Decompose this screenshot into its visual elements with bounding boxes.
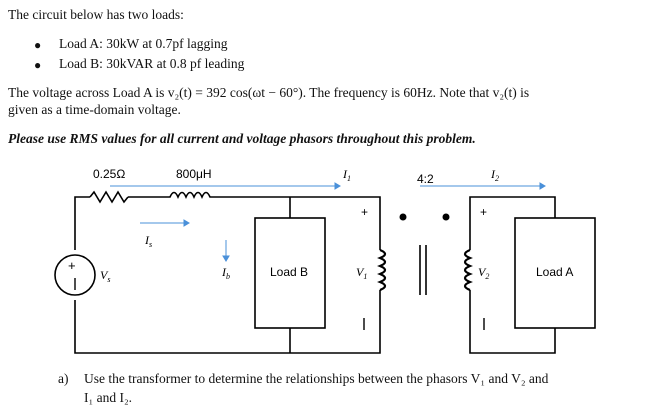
source-label: $V_s$ <box>100 268 111 284</box>
ib-label: $I_b$ <box>222 265 230 281</box>
turns-ratio-label: 4:2 <box>417 172 434 186</box>
current-arrows <box>110 183 545 261</box>
i1-arrow-head <box>335 183 340 189</box>
circuit-diagram <box>0 150 655 360</box>
wire-source-top <box>75 197 90 250</box>
resistor-label: 0.25Ω <box>93 167 126 181</box>
inductor-coil <box>128 193 290 198</box>
primary-polarity-dot <box>400 214 407 221</box>
is-arrow-head <box>184 220 189 226</box>
voltage-statement-line2: given as a time-domain voltage. <box>8 102 181 117</box>
bullet-icon: ● <box>34 38 42 52</box>
question-line1: Use the transformer to determine the relationships between the phasors V₁ and V₂ and <box>84 371 549 386</box>
question-prefix: a) <box>58 371 69 386</box>
load-b-label: Load B <box>270 265 309 279</box>
v2-plus: + <box>480 205 488 219</box>
i2-arrow-head <box>540 183 545 189</box>
primary-coil <box>380 250 385 290</box>
source-plus: + <box>68 258 76 273</box>
v1-plus: + <box>361 205 369 219</box>
secondary-coil <box>465 250 470 290</box>
v2-label: $V_2$ <box>478 265 490 281</box>
resistor-zigzag <box>90 192 128 202</box>
is-label: $I_s$ <box>145 233 153 249</box>
v1-label: $V_1$ <box>356 265 368 281</box>
secondary-polarity-dot <box>443 214 450 221</box>
i2-label: $I_2$ <box>491 167 499 183</box>
load-a-label: Load A <box>536 265 574 279</box>
wire-bottom-primary <box>75 290 380 353</box>
intro-text: The circuit below has two loads: <box>8 7 184 22</box>
voltage-statement-line1: The voltage across Load A is v₂(t) = 392 cos(ωt − 60°). The frequency is 60Hz. Note that v₂(t) is <box>8 85 530 100</box>
bullet-icon: ● <box>34 58 42 72</box>
load-b-spec: Load B: 30kVAR at 0.8 pf leading <box>59 56 245 71</box>
inductor-label: 800μH <box>176 167 212 181</box>
question-line2: I₁ and I₂. <box>84 390 133 405</box>
i1-label: $I_1$ <box>343 167 351 183</box>
rms-instruction: Please use RMS values for all current and voltage phasors throughout this problem. <box>8 131 476 146</box>
ib-arrow-head <box>223 256 229 261</box>
load-a-spec: Load A: 30kW at 0.7pf lagging <box>59 36 228 51</box>
